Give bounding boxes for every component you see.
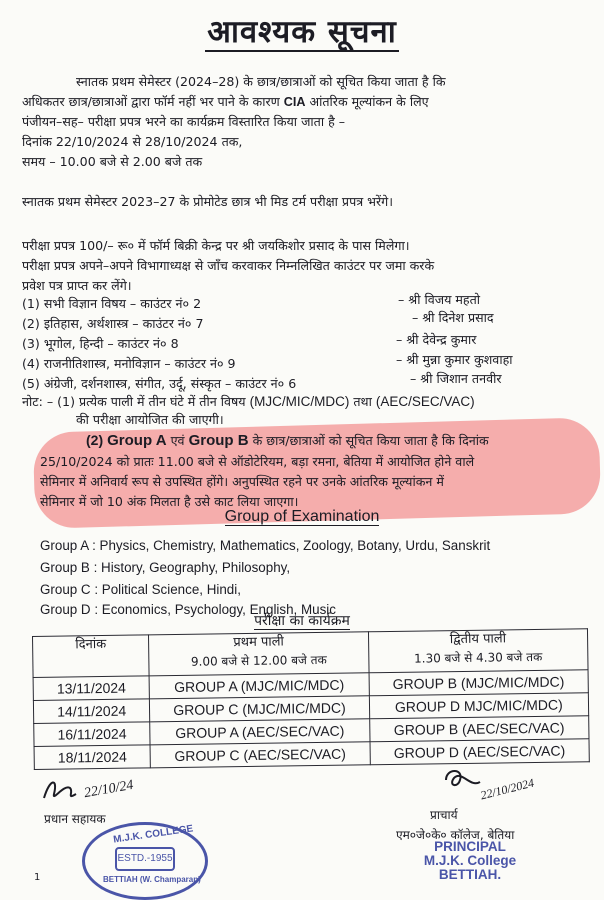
header-second-shift: द्वितीय पाली 1.30 बजे से 4.30 बजे तक [368, 629, 588, 673]
para3-line3: प्रवेश पत्र प्राप्त कर लेंगे। [22, 278, 132, 293]
notice-title: आवश्यक सूचना [207, 14, 397, 50]
counter-person-2: – श्री दिनेश प्रसाद [412, 310, 494, 325]
row-date: 14/11/2024 [33, 699, 150, 724]
para1-line1: स्नातक प्रथम सेमेस्टर (2024–28) के छात्र/छात्राओं को सूचित किया जाता है कि [76, 74, 446, 89]
para1-line4: दिनांक 22/10/2024 से 28/10/2024 तक, [22, 134, 243, 149]
counter-person-4: – श्री मुन्ना कुमार कुशवाहा [396, 352, 513, 367]
right-signature-date: 22/10/2024 [478, 775, 536, 803]
left-signature-scribble [40, 774, 80, 806]
group-a-line: Group A : Physics, Chemistry, Mathematics, Zoology, Botany, Urdu, Sanskrit [40, 538, 491, 553]
row-second-shift: GROUP B (AEC/SEC/VAC) [369, 716, 589, 742]
note-line2: की परीक्षा आयोजित की जाएगी। [76, 412, 224, 427]
groups-title: Group of Examination [224, 508, 380, 525]
counter-subject-2: (2) इतिहास, अर्थशास्त्र – काउंटर नं० 7 [22, 316, 204, 331]
group-c-line: Group C : Political Science, Hindi, [40, 582, 241, 597]
row-date: 18/11/2024 [34, 745, 151, 770]
row-first-shift: GROUP C (AEC/SEC/VAC) [150, 742, 370, 768]
counter-person-3: – श्री देवेन्द्र कुमार [396, 332, 477, 347]
row-first-shift: GROUP A (MJC/MIC/MDC) [149, 673, 369, 699]
row-second-shift: GROUP D (AEC/SEC/VAC) [370, 739, 590, 765]
para1-line2: अधिकतर छात्र/छात्राओं द्वारा फॉर्म नहीं भर पाने के कारण CIA आंतरिक मूल्यांकन के लिए [22, 94, 429, 109]
para1-line3: पंजीयन–सह– परीक्षा प्रपत्र भरने का कार्यक्रम विस्तारित किया जाता है – [22, 114, 346, 129]
row-date: 16/11/2024 [34, 722, 151, 747]
college-stamp [82, 822, 208, 900]
stamp-center: ESTD.-1955 [115, 847, 175, 871]
counter-subject-3: (3) भूगोल, हिन्दी – काउंटर नं० 8 [22, 336, 179, 351]
row-second-shift: GROUP D MJC/MIC/MDC) [369, 693, 589, 719]
para3-line1: परीक्षा प्रपत्र 100/– रू० में फॉर्म बिक्री केन्द्र पर श्री जयकिशोर प्रसाद के पास मिलेगा। [22, 238, 410, 253]
row-date: 13/11/2024 [33, 676, 150, 701]
note-line1: नोट: – (1) प्रत्येक पाली में तीन घंटे में तीन विषय (MJC/MIC/MDC) तथा (AEC/SEC/VAC) [22, 394, 475, 409]
highlight-line4: सेमिनार में जो 10 अंक मिलता है उसे काट लिया जाएगा। [40, 494, 299, 509]
principal-stamp: PRINCIPAL M.J.K. College BETTIAH. [423, 839, 517, 882]
counter-person-1: – श्री विजय महतो [398, 292, 481, 307]
right-signature-role: प्राचार्य [430, 808, 458, 822]
right-college-name: एम०जे०के० कॉलेज, बेतिया [396, 828, 515, 842]
row-second-shift: GROUP B (MJC/MIC/MDC) [369, 670, 589, 696]
group-d-line: Group D : Economics, Psychology, English, Music [40, 602, 336, 617]
header-date: दिनांक [33, 635, 150, 678]
row-first-shift: GROUP C (MJC/MIC/MDC) [150, 696, 370, 722]
left-signature-date: 22/10/24 [82, 777, 135, 802]
stamp-bottom-text: BETTIAH (W. Champaran) [103, 875, 201, 884]
para3-line2: परीक्षा प्रपत्र अपने–अपने विभागाध्यक्ष से जाँच करवाकर निम्नलिखित काउंटर पर जमा करके [22, 258, 435, 273]
group-b-line: Group B : History, Geography, Philosophy, [40, 560, 291, 575]
row-first-shift: GROUP A (AEC/SEC/VAC) [150, 719, 370, 745]
highlight-line2: 25/10/2024 को प्रातः 11.00 बजे से ऑडोटेरियम, बड़ा रमना, बेतिया में आयोजित होने वाले [40, 454, 475, 469]
schedule-title: परीक्षा का कार्यक्रम [254, 613, 350, 629]
highlight-line1: (2) Group A एवं Group B के छात्र/छात्राओं को सूचित किया जाता है कि दिनांक [86, 432, 489, 449]
counter-person-5: – श्री जिशान तनवीर [410, 371, 502, 386]
schedule-table [32, 628, 590, 770]
page-number: 1 [34, 872, 41, 883]
counter-subject-5: (5) अंग्रेजी, दर्शनशास्त्र, संगीत, उर्दू, संस्कृत – काउंटर नं० 6 [22, 376, 297, 391]
left-signature-role: प्रधान सहायक [44, 812, 106, 826]
counter-subject-4: (4) राजनीतिशास्त्र, मनोविज्ञान – काउंटर नं० 9 [22, 356, 236, 371]
highlight-line3: सेमिनार में अनिवार्य रूप से उपस्थित होंगे। अनुपस्थित रहने पर उनके आंतरिक मूल्यांकन में [40, 474, 444, 489]
counter-subject-1: (1) सभी विज्ञान विषय – काउंटर नं० 2 [22, 296, 202, 311]
para1-line5: समय – 10.00 बजे से 2.00 बजे तक [22, 154, 203, 169]
right-signature-scribble [440, 766, 484, 796]
stamp-top-text: M.J.K. COLLEGE [112, 823, 194, 846]
para2-line: स्नातक प्रथम सेमेस्टर 2023–27 के प्रोमोटेड छात्र भी मिड टर्म परीक्षा प्रपत्र भरेंगे। [22, 194, 394, 209]
header-first-shift: प्रथम पाली 9.00 बजे से 12.00 बजे तक [149, 632, 369, 676]
